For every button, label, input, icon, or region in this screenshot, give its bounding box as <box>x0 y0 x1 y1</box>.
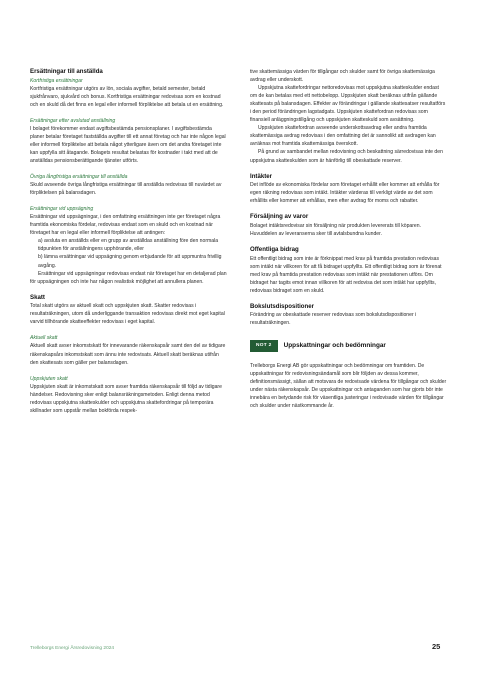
paragraph-aktuell-skatt: Aktuell skatt avser inkomstskatt för innevarande räkenskapsår samt den del av tidigare räkenskapsårs inkomstskatt som ännu inte redovisats. Aktuell skatt beräknas utifrån den skattesats som gäller per balansdagen. <box>30 343 226 366</box>
paragraph-kortfristiga: Kortfristiga ersättningar utgörs av lön, sociala avgifter, betald semester, betald sjukfrånvaro, sjukvård och bonus. Kortfristiga ersättningar redovisas som en kostnad och en skuld då det finns en legal eller informell förpliktelse att betala ut en ersättning. <box>30 85 224 108</box>
subheading-efter-anstallning: Ersättningar efter avslutad anställning <box>30 117 116 124</box>
paragraph-langfristiga: Skuld avseende övriga långfristiga ersättningar till anställda redovisas till nuvärdet av förpliktelsen på balansdagen. <box>30 182 222 197</box>
heading-skatt: Skatt <box>30 293 45 301</box>
paragraph-note-2: Trelleborgs Energi AB gör uppskattningar och bedömningar om framtiden. De uppskattningar för redovisningsändamål som blir följden av dessa kommer, definitionsmässigt, sällan att motsvara de redovisade värdena för tillgångar och skulder under nästa räkenskapsår. De uppskattningar och antaganden som har gjorts bör inte innebära en betydande risk för väsentliga justeringar i redovisade värden för tillgångar och skulder under nästkommande år. <box>250 362 447 409</box>
paragraph-netto: Uppskjutna skattefordringar nettoredovisas mot uppskjutna skatteskulder endast om de kan betalas med ett nettobelopp. Uppskjuten skatt beräknas utifrån gällande skattesats på balansdagen. Effekter av förändringar i gällande skattesatser resultatförs i den period förändringen lagstadgats. Uppskjuten skattefordran redovisas som finansiell anläggningstillgång och uppskjuten skatteskuld som avsättning. <box>250 85 446 124</box>
paragraph-intakter: Det inflöde av ekonomiska fördelar som företaget erhållit eller kommer att erhålla för egen räkning redovisas som intäkt. Intäkter värderas till verkligt värde av det som erhållits eller kommer att erhållas, men efter avdrag för moms och rabatter. <box>250 182 440 205</box>
paragraph-uppsagning: Ersättningar vid uppsägningar, i den omfattning ersättningen inte ger företaget några framtida ekonomiska fördelar, redovisas endast som en skuld och en kostnad när företaget har en legal eller informell förpliktelse att antingen: <box>30 214 221 237</box>
right-column <box>250 68 447 410</box>
paragraph-efter-anstallning: I bolaget förekommer endast avgiftsbestämda pensionsplaner. I avgiftsbestämda planer betalar företaget fastställda avgifter till ett annat företag och har inte någon legal eller informell förpliktelse att betala något ytterligare även om det andra företaget inte kan uppfylla sitt åtagande. Bolagets resultat belastas för kostnader i takt med att de anställdas pensionsberättigande tjänster utförts. <box>30 125 226 165</box>
paragraph-bokslutsdispositioner: Förändring av obeskattade reserver redovisas som bokslutsdispositioner i resultaträkningen. <box>250 312 417 327</box>
paragraph-continued: tive skattemässiga värden för tillgångar och skulder samt för övriga skattemässiga avdrag eller underskott. <box>250 69 435 84</box>
heading-intakter: Intäkter <box>250 172 273 180</box>
page-number: 25 <box>432 642 441 651</box>
list-item-a: a) avsluta en anställds eller en grupp av anställdas anställning före den normala tidpunkten för anställningens upphörande, eller <box>38 238 219 253</box>
list-item-b: b) lämna ersättningar vid uppsägning genom erbjudande för att uppmuntra frivillig avgång. <box>38 254 222 269</box>
paragraph-underskott: Uppskjuten skattefordran avseende underskottsavdrag eller andra framtida skattemässiga avdrag redovisas i den omfattning det är sannolikt att avdragen kan avräknas mot framtida skattemässiga överskott. <box>250 125 436 148</box>
heading-offentliga-bidrag: Offentliga bidrag <box>250 245 299 253</box>
paragraph-obeskattade: På grund av sambandet mellan redovisning och beskattning särredovisas inte den uppskjutna skatteskulden som är hänförlig till obeskattade reserver. <box>250 149 443 164</box>
paragraph-uppskjuten-skatt: Uppskjuten skatt är inkomstskatt som avser framtida räkenskapsår till följd av tidigare händelser. Redovisning sker enligt balansräkningsmetoden. Enligt denna metod redovisas uppskjutna skatteskulder och uppskjutna skattefordringar på temporära skillnader som uppstår mellan bokförda respek- <box>30 383 222 414</box>
note-header <box>250 340 447 352</box>
heading-bokslutsdispositioner: Bokslutsdispositioner <box>250 302 314 310</box>
note-title: Uppskattningar och bedömningar <box>283 341 386 349</box>
paragraph-skatt: Total skatt utgörs av aktuell skatt och uppskjuten skatt. Skatter redovisas i resultaträkningen, utom då underliggande transaktion redovisas direkt mot eget kapital varvid tillhörande skatteeffekter redovisas i eget kapital. <box>30 303 225 326</box>
subheading-langfristiga: Övriga långfristiga ersättningar till anställda <box>30 174 128 181</box>
left-column <box>30 68 227 415</box>
heading-forsaljning: Försäljning av varor <box>250 213 309 221</box>
paragraph-offentliga-bidrag: Ett offentligt bidrag som inte är förknippat med krav på framtida prestation redovisas som intäkt när villkoren för att få bidraget uppfyllts. Ett offentligt bidrag som är förenat med krav på framtida prestation redovisas som intäkt när prestationen utförs. Om bidraget har tagits emot innan villkoren för att redovisa det som intäkt har uppfyllts, redovisas bidraget som en skuld. <box>250 255 442 294</box>
paragraph-uppsagning-2: Ersättningar vid uppsägningar redovisas endast när företaget har en detaljerad plan för uppsägningen och inte har någon realistisk möjlighet att annullera planen. <box>30 270 227 285</box>
subheading-uppskjuten-skatt: Uppskjuten skatt <box>30 375 68 382</box>
subheading-aktuell-skatt: Aktuell skatt <box>30 335 58 342</box>
footer-report-title: Trelleborgs Energi Årsredovisning 2024 <box>30 646 115 651</box>
heading-ersattningar: Ersättningar till anställda <box>30 68 103 75</box>
paragraph-forsaljning: Bolaget intäktsredovisar sin försäljning när produkten levererats till köparen. Huvuddelen av leveranserna sker till avtalsbundna kunder. <box>250 222 422 237</box>
note-badge: NOT 2 <box>250 340 278 352</box>
subheading-kortfristiga: Kortfristiga ersättningar <box>30 77 83 84</box>
subheading-uppsagning: Ersättningar vid uppsägning <box>30 206 94 213</box>
